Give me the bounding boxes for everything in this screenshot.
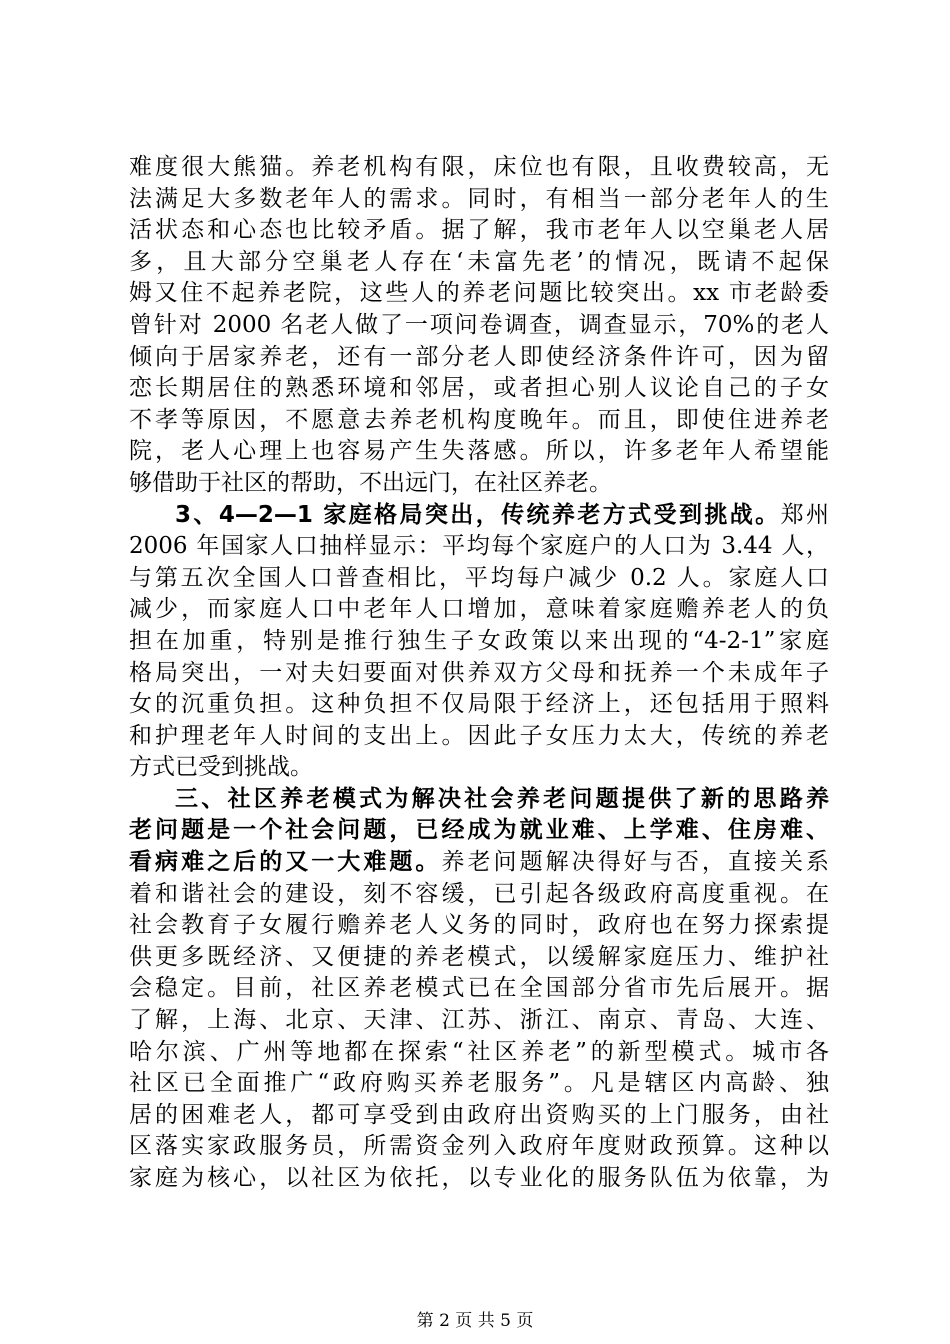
text-line: 2006 年国家人口抽样显示：平均每个家庭户的人口为 3.44 人， [129, 533, 829, 560]
text-run: 养老问题解决得好与否，直接关系 [441, 849, 829, 876]
text-line: 与第五次全国人口普查相比，平均每户减少 0.2 人。家庭人口 [129, 564, 829, 591]
document-body [129, 152, 829, 1195]
text-line: 恋长期居住的熟悉环境和邻居，或者担心别人议论自己的子女 [129, 375, 829, 402]
text-line: 格局突出，一对夫妇要面对供养双方父母和抚养一个未成年子 [129, 659, 829, 686]
text-line: 院，老人心理上也容易产生失落感。所以，许多老年人希望能 [129, 438, 829, 465]
section-heading: 老问题是一个社会问题，已经成为就业难、上学难、住房难、 [129, 817, 829, 844]
section-heading: 三、社区养老模式为解决社会养老问题提供了新的思路养 [175, 785, 829, 812]
text-line: 区落实家政服务员，所需资金列入政府年度财政预算。这种以 [129, 1133, 829, 1160]
paragraph-3 [129, 784, 829, 1195]
text-line: 活状态和心态也比较矛盾。据了解，我市老年人以空巢老人居 [129, 217, 829, 244]
text-run: 郑州 [780, 501, 829, 528]
paragraph-2 [129, 500, 829, 784]
text-line: 哈尔滨、广州等地都在探索“社区养老”的新型模式。城市各 [129, 1038, 829, 1065]
text-line: 方式已受到挑战。 [129, 754, 313, 781]
text-line: 家庭为核心，以社区为依托，以专业化的服务队伍为依靠，为 [129, 1165, 829, 1191]
text-line: 难度很大熊猫。养老机构有限，床位也有限，且收费较高，无 [129, 154, 829, 180]
text-line: 倾向于居家养老，还有一部分老人即使经济条件许可，因为留 [129, 343, 829, 370]
text-line: 减少，而家庭人口中老年人口增加，意味着家庭赡养老人的负 [129, 596, 829, 623]
text-line: 法满足大多数老年人的需求。同时，有相当一部分老年人的生 [129, 185, 829, 212]
text-line: 供更多既经济、又便捷的养老模式，以缓解家庭压力、维护社 [129, 943, 829, 970]
text-line: 社区已全面推广“政府购买养老服务”。凡是辖区内高龄、独 [129, 1070, 829, 1097]
text-line: 姆又住不起养老院，这些人的养老问题比较突出。xx 市老龄委 [129, 280, 829, 307]
text-line: 居的困难老人，都可享受到由政府出资购买的上门服务，由社 [129, 1101, 829, 1128]
text-line: 不孝等原因，不愿意去养老机构度晚年。而且，即使住进养老 [129, 406, 829, 433]
text-line [129, 500, 829, 532]
text-line: 够借助于社区的帮助，不出远门，在社区养老。 [129, 469, 612, 496]
text-line: 曾针对 2000 名老人做了一项问卷调查，调查显示，70%的老人 [129, 311, 829, 338]
page-number-footer: 第 2 页 共 5 页 [416, 1311, 534, 1331]
text-line [129, 847, 829, 879]
paragraph-1 [129, 152, 829, 500]
section-heading: 看病难之后的又一大难题。 [129, 849, 442, 876]
text-line: 多，且大部分空巢老人存在‘未富先老’的情况，既请不起保 [129, 248, 829, 275]
section-heading: 3、4—2—1 家庭格局突出，传统养老方式受到挑战。 [175, 501, 781, 528]
text-line: 社会教育子女履行赡养老人义务的同时，政府也在努力探索提 [129, 912, 829, 939]
text-line: 会稳定。目前，社区养老模式已在全国部分省市先后展开。据 [129, 975, 829, 1002]
text-line: 着和谐社会的建设，刻不容缓，已引起各级政府高度重视。在 [129, 880, 829, 907]
text-line: 和护理老年人时间的支出上。因此子女压力太大，传统的养老 [129, 722, 829, 749]
text-line: 担在加重，特别是推行独生子女政策以来出现的“4-2-1”家庭 [129, 627, 829, 654]
text-line: 女的沉重负担。这种负担不仅局限于经济上，还包括用于照料 [129, 691, 829, 718]
text-line: 了解，上海、北京、天津、江苏、浙江、南京、青岛、大连、 [129, 1007, 829, 1034]
